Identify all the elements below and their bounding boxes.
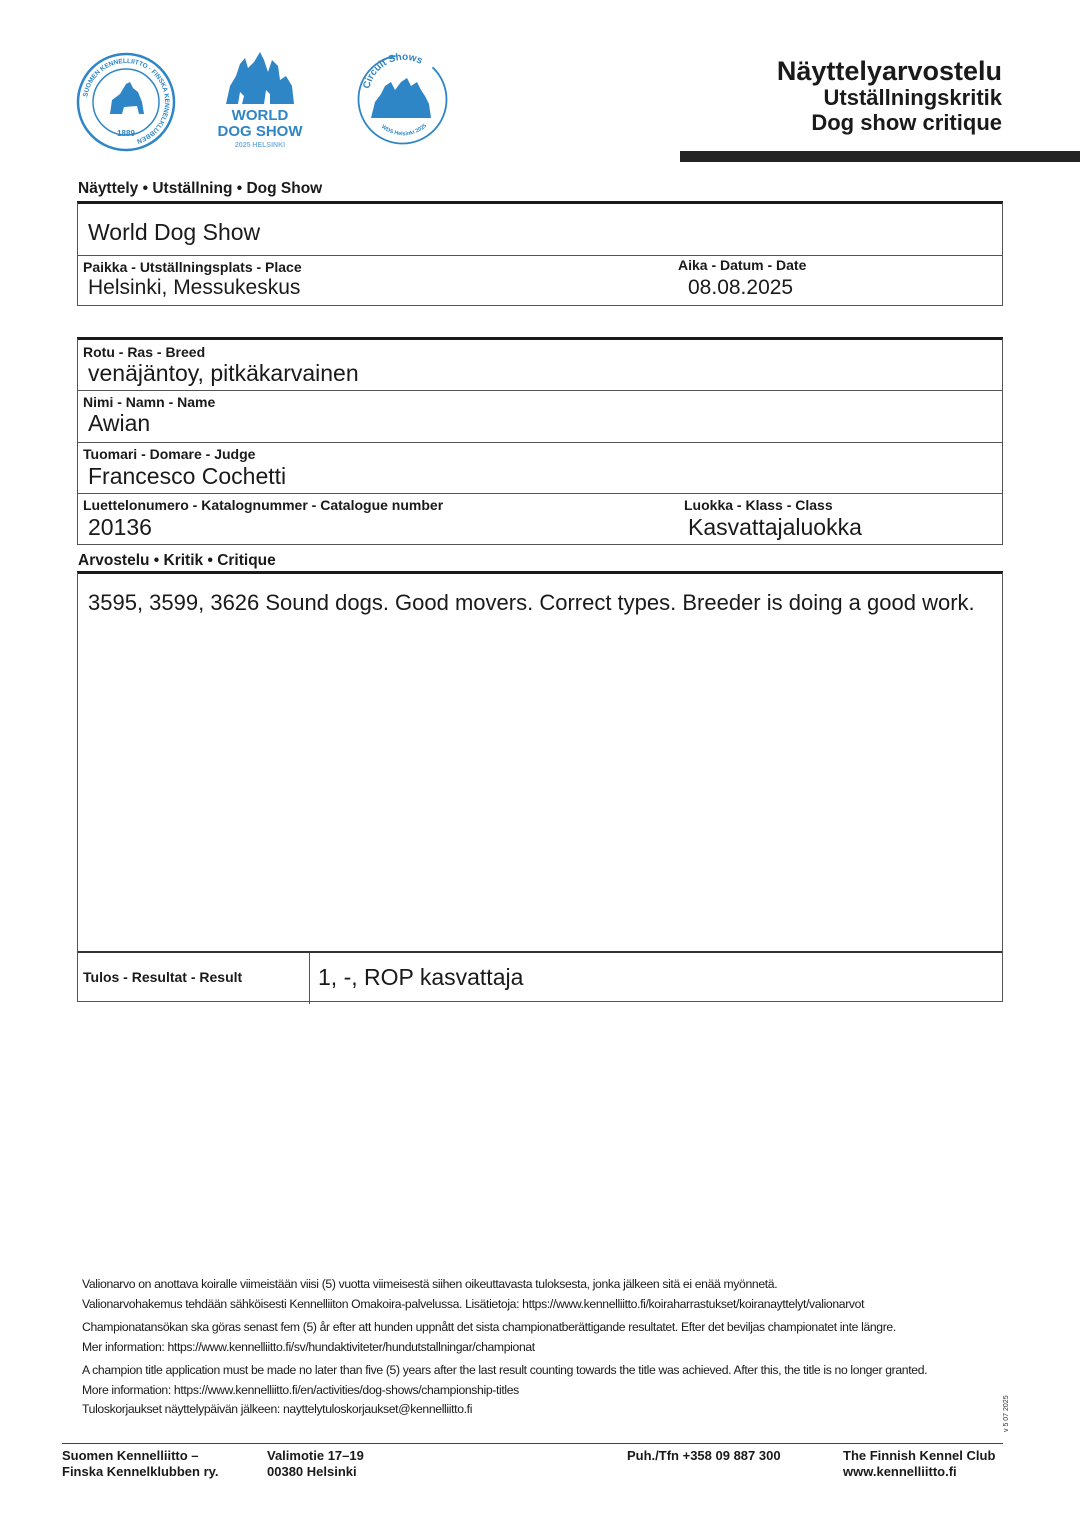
breed-row — [78, 340, 1002, 391]
champion-title-notes — [82, 1275, 1002, 1420]
judge-label: Tuomari - Domare - Judge — [83, 446, 256, 462]
note-english-2: More information: https://www.kennelliitto.fi/en/activities/dog-shows/championship-titles — [82, 1382, 519, 1397]
note-finnish-2: Valionarvohakemus tehdään sähköisesti Kennelliiton Omakoira-palvelussa. Lisätietoja: https://www.kennelliitto.fi/koiraharrastukset/koiranayttelyt/valionarvot — [82, 1296, 865, 1311]
footer-divider — [62, 1443, 1003, 1444]
note-swedish-1: Championatansökan ska göras senast fem (5) år efter att hunden uppnått det sista championatberättigande resultatet. Efter det beviljas championatet inte längre. — [82, 1320, 896, 1334]
note-english-1: A champion title application must be made no later than five (5) years after the last result counting towards the title was achieved. After this, the title is no longer granted. — [82, 1363, 928, 1377]
catalogue-label: Luettelonumero - Katalognummer - Catalogue number — [83, 497, 444, 513]
footer-phone: Puh./Tfn +358 09 887 300 — [627, 1448, 781, 1463]
result-value: 1, -, ROP kasvattaja — [318, 964, 524, 990]
class-label: Luokka - Klass - Class — [684, 497, 833, 513]
catalogue-value: 20136 — [88, 514, 152, 540]
critique-text: 3595, 3599, 3626 Sound dogs. Good movers. Correct types. Breeder is doing a good work. — [88, 590, 975, 615]
title-underline-bar — [680, 151, 1080, 162]
show-section-label: Näyttely • Utställning • Dog Show — [78, 180, 323, 197]
place-value: Helsinki, Messukeskus — [88, 276, 301, 299]
svg-text:WDS Helsinki 2025 — [380, 123, 428, 137]
class-value: Kasvattajaluokka — [688, 514, 862, 540]
dog-info-box — [77, 337, 1003, 545]
footer-street: Valimotie 17–19 — [267, 1448, 364, 1463]
show-info-box — [77, 201, 1003, 306]
catalogue-class-row — [78, 494, 1002, 545]
breed-label: Rotu - Ras - Breed — [83, 344, 206, 360]
dog-name-label: Nimi - Namn - Name — [83, 394, 216, 410]
circuit-shows-logo — [355, 52, 450, 147]
cs-top-text: Circuit Shows — [361, 52, 425, 90]
footer-address — [267, 1448, 364, 1480]
title-english: Dog show critique — [811, 109, 1002, 135]
footer-english-org — [843, 1448, 995, 1480]
note-corrections: Tuloskorjaukset näyttelypäivän jälkeen: nayttelytuloskorjaukset@kennelliitto.fi — [82, 1402, 473, 1416]
place-date-row — [78, 256, 1002, 305]
result-divider — [309, 953, 310, 1004]
fkc-arc-text: SUOMEN KENNELLIITTO · FINSKA KENNELKLUBBEN — [82, 57, 171, 145]
world-dog-show-logo — [208, 46, 312, 150]
cs-bottom-text: WDS Helsinki 2025 — [380, 123, 429, 138]
title-swedish: Utställningskritik — [823, 85, 1002, 111]
place-label: Paikka - Utställningsplats - Place — [83, 259, 302, 275]
show-name-row — [78, 204, 1002, 256]
result-label: Tulos - Resultat - Result — [83, 969, 243, 985]
breed-value: venäjäntoy, pitkäkarvainen — [88, 360, 359, 386]
note-swedish-2: Mer information: https://www.kennelliitto.fi/sv/hundaktiviteter/hundutstallningar/championat — [82, 1339, 535, 1354]
critique-section-label: Arvostelu • Kritik • Critique — [78, 552, 276, 569]
finnish-kennel-club-logo — [76, 52, 176, 152]
result-row — [78, 951, 1002, 1002]
fkc-year: 1889 — [117, 129, 135, 138]
footer-org-english: The Finnish Kennel Club — [843, 1448, 996, 1463]
title-finnish: Näyttelyarvostelu — [776, 56, 1002, 86]
wds-line2: DOG SHOW — [217, 123, 303, 140]
footer-website-link[interactable]: www.kennelliitto.fi — [843, 1464, 957, 1479]
dog-name-row — [78, 391, 1002, 443]
note-finnish-1: Valionarvo on anottava koiralle viimeistään viisi (5) vuotta viimeisestä siihen oikeuttavasta tuloksesta, jonka jälkeen sitä ei enää myönnetä. — [82, 1277, 778, 1291]
version-stamp: v 5 07 2025 — [1003, 1395, 1010, 1432]
show-name-value: World Dog Show — [88, 219, 261, 245]
document-title — [777, 56, 1002, 135]
wds-line1: WORLD — [231, 107, 289, 124]
footer-org-swedish: Finska Kennelklubben ry. — [62, 1464, 219, 1479]
dog-name-value: Awian — [88, 410, 151, 436]
judge-row — [78, 443, 1002, 494]
footer-organization — [62, 1448, 219, 1480]
footer-postal: 00380 Helsinki — [267, 1464, 357, 1479]
footer-org-finnish: Suomen Kennelliitto – — [62, 1448, 199, 1463]
date-value: 08.08.2025 — [688, 276, 794, 299]
wds-line3: 2025 HELSINKI — [234, 142, 286, 149]
date-label: Aika - Datum - Date — [678, 257, 807, 273]
critique-box — [77, 571, 1003, 1002]
judge-value: Francesco Cochetti — [88, 463, 287, 489]
